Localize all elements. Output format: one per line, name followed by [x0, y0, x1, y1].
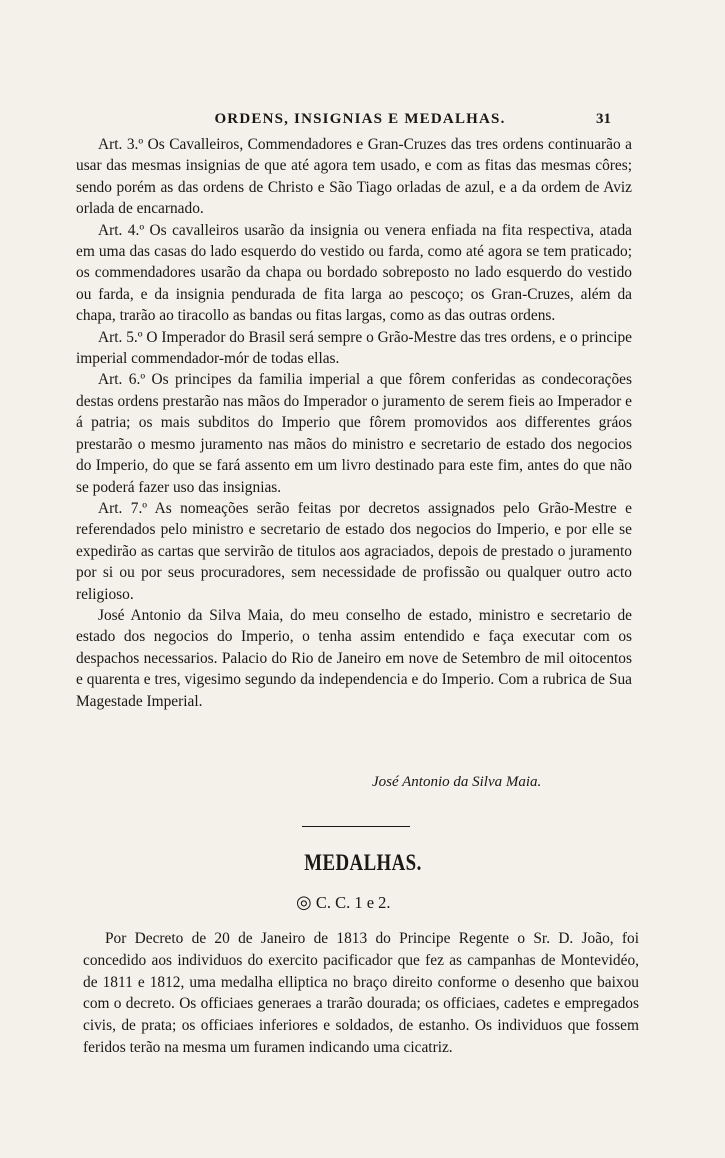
signature: José Antonio da Silva Maia.	[372, 774, 542, 790]
article-7: Art. 7.º As nomeações serão feitas por decretos assignados pelo Grão-Mestre e referendados pelo ministro e secretario de estado dos negocios do Imperio, e por elle se expedirão as cartas que servirão de titulos aos agraciados, depois de prestado o juramento por si ou por seus procuradores, sem necessidade de profissão ou qualquer outro acto religioso.	[76, 499, 632, 603]
section-subtitle	[296, 892, 391, 913]
closing-paragraph: José Antonio da Silva Maia, do meu conselho de estado, ministro e secretario de estado dos negocios do Imperio, o tenha assim entendido e faça executar com os despachos necessarios. Palacio do Rio de Janeiro em nove de Setembro de mil oitocentos e quarenta e tres, vigesimo segundo da independencia e do Imperio. Com a rubrica de Sua Magestade Imperial.	[76, 606, 632, 710]
article-3: Art. 3.º Os Cavalleiros, Commendadores e Gran-Cruzes das tres ordens continuarão a usar das mesmas insignias de que até agora tem usado, e com as fitas das mesmas côres; sendo porém as das ordens de Christo e São Tiago orladas de azul, e a da ordem de Aviz orlada de encarnado.	[76, 136, 632, 218]
decree-body	[76, 134, 632, 712]
article-4: Art. 4.º Os cavalleiros usarão da insignia ou venera enfiada na fita respectiva, atada em uma das casas do lado esquerdo do vestido ou farda, como até agora se tem praticado; os commendadores usarão da chapa ou bordado sobreposto no lado esquerdo do vestido ou farda, e da insignia pendurada de fita larga ao pescoço; os Gran-Cruzes, além da chapa, trarão ao tiracollo as bandas ou fitas largas, como as das outras ordens.	[76, 221, 632, 325]
circle-mark-icon: ◎	[296, 892, 312, 912]
medal-paragraph: Por Decreto de 20 de Janeiro de 1813 do Principe Regente o Sr. D. João, foi concedido aos individuos do exercito pacificador que fez as campanhas de Montevidéo, de 1811 e 1812, uma medalha elliptica no braço direito conforme o desenho que baixou com o decreto. Os officiaes generaes a trarão dourada; os officiaes, cadetes e empregados civis, de prata; os officiaes inferiores e soldados, de estanho. Os individuos que fossem feridos terão na mesma um furamen indicando uma cicatriz.	[83, 930, 639, 1056]
section-divider	[302, 826, 410, 827]
article-6: Art. 6.º Os principes da familia imperial a que fôrem conferidas as condecorações destas ordens prestarão nas mãos do Imperador o juramento de serem fieis ao Imperador e á patria; os mais subditos do Imperio que fôrem promovidos aos differentes gráos prestarão o mesmo juramento nas mãos do ministro e secretario de estado dos negocios do Imperio, do que se fará assento em um livro destinado para este fim, antes do que não se poderá fazer uso das insignias.	[76, 371, 632, 496]
article-5: Art. 5.º O Imperador do Brasil será sempre o Grão-Mestre das tres ordens, e o principe imperial commendador-mór de todas ellas.	[76, 328, 632, 368]
section-body	[83, 928, 639, 1059]
running-title: ORDENS, INSIGNIAS E MEDALHAS.	[214, 111, 506, 127]
section-title: MEDALHAS.	[304, 850, 422, 875]
page-number: 31	[596, 111, 611, 127]
subtitle-text: C. C. 1 e 2.	[315, 893, 391, 912]
